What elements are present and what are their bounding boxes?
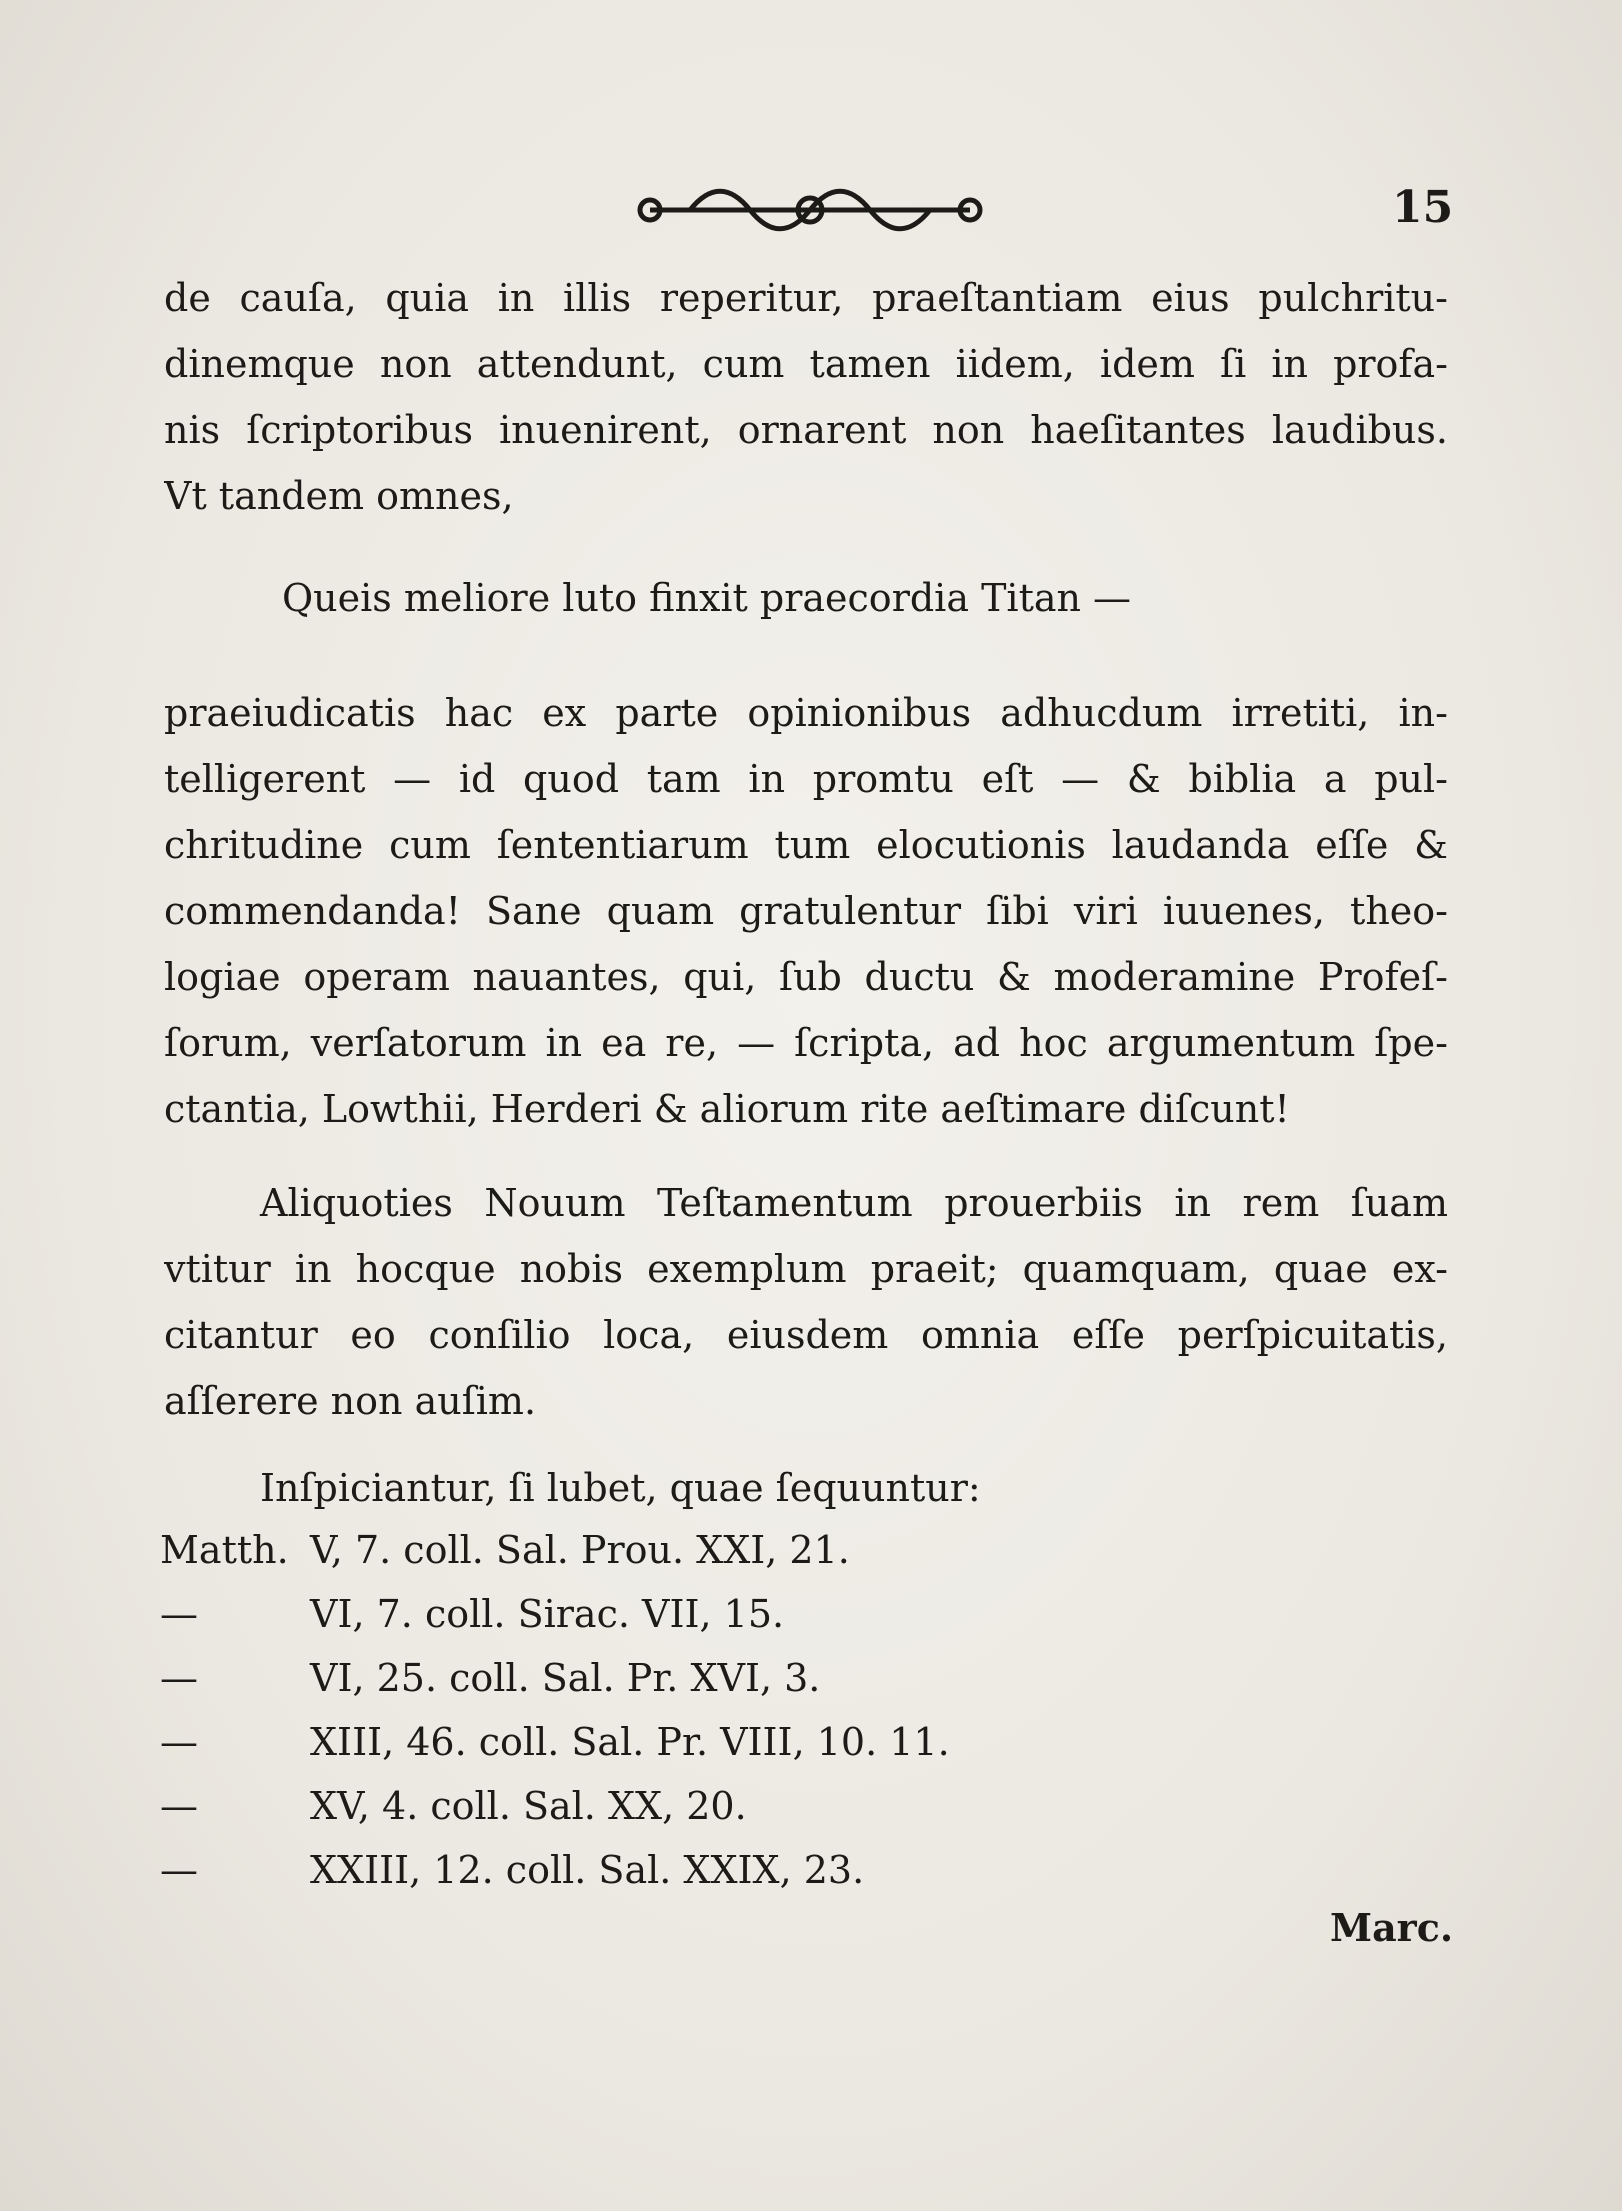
verse-quotation: Queis meliore luto finxit praecordia Titan — (282, 576, 1132, 620)
text-line: de cauſa, quia in illis reperitur, praeſtantiam eius pulchritu- (164, 276, 1448, 320)
reference-prefix: — (160, 1592, 198, 1636)
text-line: Aliquoties Nouum Teſtamentum prouerbiis in rem ſuam (260, 1181, 1448, 1225)
text-line: praeiudicatis hac ex parte opinionibus adhucdum irretiti, in- (164, 691, 1448, 735)
reference-text: XV, 4. coll. Sal. XX, 20. (310, 1784, 747, 1828)
reference-text: VI, 25. coll. Sal. Pr. XVI, 3. (310, 1656, 821, 1700)
page-number: 15 (1392, 182, 1454, 233)
text-line: citantur eo conſilio loca, eiusdem omnia eſſe perſpicuitatis, (164, 1313, 1448, 1357)
reference-prefix: — (160, 1720, 198, 1764)
text-line: dinemque non attendunt, cum tamen iidem, idem ſi in profa- (164, 342, 1448, 386)
text-line: Inſpiciantur, ſi lubet, quae ſequuntur: (260, 1466, 981, 1510)
reference-text: XIII, 46. coll. Sal. Pr. VIII, 10. 11. (310, 1720, 950, 1764)
reference-row (160, 1710, 1060, 1774)
text-line: telligerent — id quod tam in promtu eſt — & biblia a pul- (164, 757, 1448, 801)
reference-row (160, 1582, 1060, 1646)
text-line: nis ſcriptoribus inuenirent, ornarent non haeſitantes laudibus. (164, 408, 1448, 452)
paragraph-2 (164, 680, 1448, 1142)
text-line: commendanda! Sane quam gratulentur ſibi viri iuuenes, theo- (164, 889, 1448, 933)
reference-row (160, 1838, 1060, 1902)
paragraph-1 (164, 265, 1448, 529)
reference-prefix: — (160, 1848, 198, 1892)
text-line: logiae operam nauantes, qui, ſub ductu & moderamine Profeſ- (164, 955, 1448, 999)
paragraph-3 (164, 1170, 1448, 1434)
text-line: ctantia, Lowthii, Herderi & aliorum rite aeſtimare diſcunt! (164, 1087, 1290, 1131)
reference-text: VI, 7. coll. Sirac. VII, 15. (310, 1592, 785, 1636)
catchword: Marc. (1330, 1905, 1454, 1950)
paragraph-4 (164, 1455, 1448, 1521)
reference-prefix: Matth. (160, 1528, 289, 1572)
ornament-headpiece-icon (630, 180, 990, 240)
reference-prefix: — (160, 1784, 198, 1828)
reference-text: V, 7. coll. Sal. Prou. XXI, 21. (310, 1528, 850, 1572)
reference-row (160, 1774, 1060, 1838)
reference-prefix: — (160, 1656, 198, 1700)
text-line: aſſerere non auſim. (164, 1379, 537, 1423)
text-line: chritudine cum ſententiarum tum elocutionis laudanda eſſe & (164, 823, 1448, 867)
text-line: ſorum, verſatorum in ea re, — ſcripta, ad hoc argumentum ſpe- (164, 1021, 1448, 1065)
reference-text: XXIII, 12. coll. Sal. XXIX, 23. (310, 1848, 865, 1892)
text-line: Vt tandem omnes, (164, 474, 514, 518)
text-line: vtitur in hocque nobis exemplum praeit; quamquam, quae ex- (164, 1247, 1448, 1291)
reference-row (160, 1646, 1060, 1710)
reference-list (160, 1518, 1060, 1902)
reference-row (160, 1518, 1060, 1582)
